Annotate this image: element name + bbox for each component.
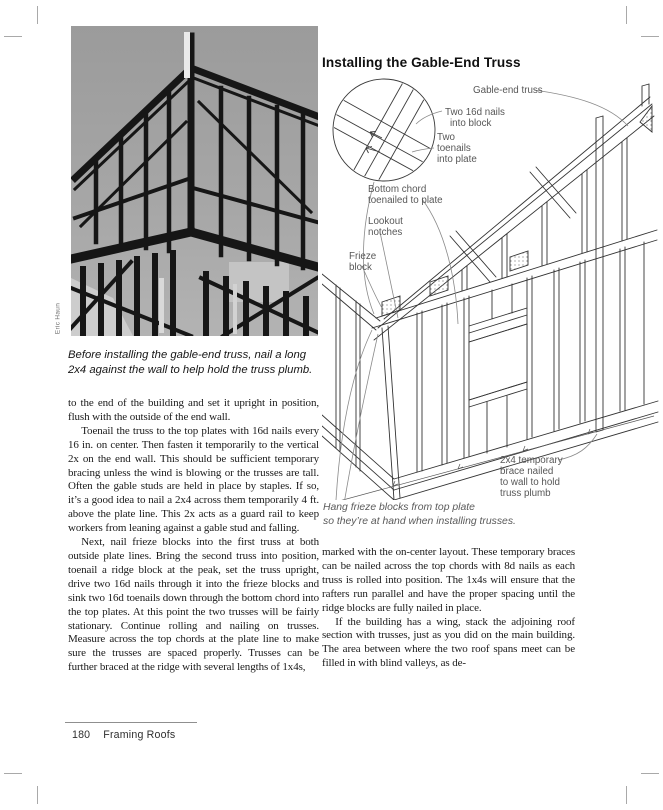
label-brace-line4: truss plumb: [500, 488, 551, 499]
page-number: 180: [72, 729, 91, 741]
detail-circle: [324, 76, 440, 192]
label-frieze-line2: block: [349, 262, 372, 273]
crop-mark: [641, 36, 659, 37]
label-lookout-line1: Lookout: [368, 216, 403, 227]
truss-drawing: [322, 84, 658, 500]
paragraph: Next, nail frieze blocks into the first truss at both outside plate lines. Bring the second truss into position, toenail a ridge block at the peak, set the truss upright, drive two 16d nails through it into the frieze blocks and sink two 16d toenails down through the bottom chord into the top plates. At this point the two trusses will be fairly stationary. Continue rolling and nailing on trusses. Measure across the top chords at the plate line to make sure the trusses are spaced properly. Trusses can be further braced at the ridge with several lengths of 1x4s,: [68, 536, 319, 674]
truss-figure: [322, 76, 660, 500]
photo-credit: Eric Haun: [54, 302, 62, 335]
label-bottom-chord-line2: toenailed to plate: [368, 195, 443, 206]
label-bottom-chord-line1: Bottom chord: [368, 184, 427, 195]
photo-highlight: [159, 278, 164, 333]
figure-caption-line2: so they’re at hand when installing trusses.: [323, 515, 516, 527]
paragraph: marked with the on-center layout. These temporary braces can be nailed across the top chords with 8d nails as each truss is rolled into position. The 1x4s will ensure that the rafters run parallel and have the proper spacing until the ridge blocks are fully nailed in place.: [322, 546, 575, 614]
footer-rule: [65, 722, 197, 723]
crop-mark: [641, 773, 659, 774]
label-toenails-line2: toenails: [437, 143, 471, 154]
paragraph: to the end of the building and set it upright in position, flush with the outside of the end wall.: [68, 397, 319, 423]
label-nails-line1: Two 16d nails: [445, 107, 505, 118]
label-brace-line3: to wall to hold: [500, 477, 560, 488]
label-nails-line2: into block: [450, 118, 492, 129]
book-title: Framing Roofs: [103, 729, 176, 741]
label-toenails-line1: Two: [437, 132, 455, 143]
photo-caption: Before installing the gable-end truss, nail a long 2x4 against the wall to help hold the truss plumb.: [68, 349, 313, 376]
label-brace-line1: 2x4 temporary: [500, 455, 563, 466]
crop-mark: [626, 786, 627, 804]
photo-white-stud: [184, 32, 190, 78]
photo-highlight: [233, 284, 237, 334]
crop-mark: [4, 36, 22, 37]
crop-mark: [37, 6, 38, 24]
page-footer: [72, 729, 175, 741]
label-gable-end-truss: Gable-end truss: [473, 85, 543, 96]
label-frieze-line1: Frieze: [349, 251, 377, 262]
label-brace-line2: brace nailed: [500, 466, 554, 477]
layout-line: [328, 416, 654, 500]
paragraph: If the building has a wing, stack the adjoining roof section with trusses, just as you did on the main building. The area between where the two roof spans meet can be filled in with blind valleys, as de-: [322, 615, 575, 670]
figure-caption: [323, 501, 623, 528]
body-left-column: [68, 397, 319, 675]
framing-photo: [71, 26, 318, 336]
crop-mark: [4, 773, 22, 774]
body-right-column: [322, 546, 575, 671]
paragraph: Toenail the truss to the top plates with 16d nails every 16 in. on center. Then fasten it temporarily to the vertical 2x on the end wall. This should be sufficient temporary bracing unless the wind is blowing or the trusses are tall. Often the gable studs are held in place by staples. If so, it’s a good idea to nail a 2x4 across them temporarily 4 ft. above the plate line. This 2x acts as a guard rail to keep workers from leaning against a gable stud and falling.: [68, 424, 319, 535]
crop-mark: [37, 786, 38, 804]
label-lookout-line2: notches: [368, 227, 403, 238]
label-toenails-line3: into plate: [437, 154, 477, 165]
figure-caption-line1: Hang frieze blocks from top plate: [323, 502, 475, 513]
section-heading: Installing the Gable-End Truss: [322, 55, 521, 70]
crop-mark: [626, 6, 627, 24]
